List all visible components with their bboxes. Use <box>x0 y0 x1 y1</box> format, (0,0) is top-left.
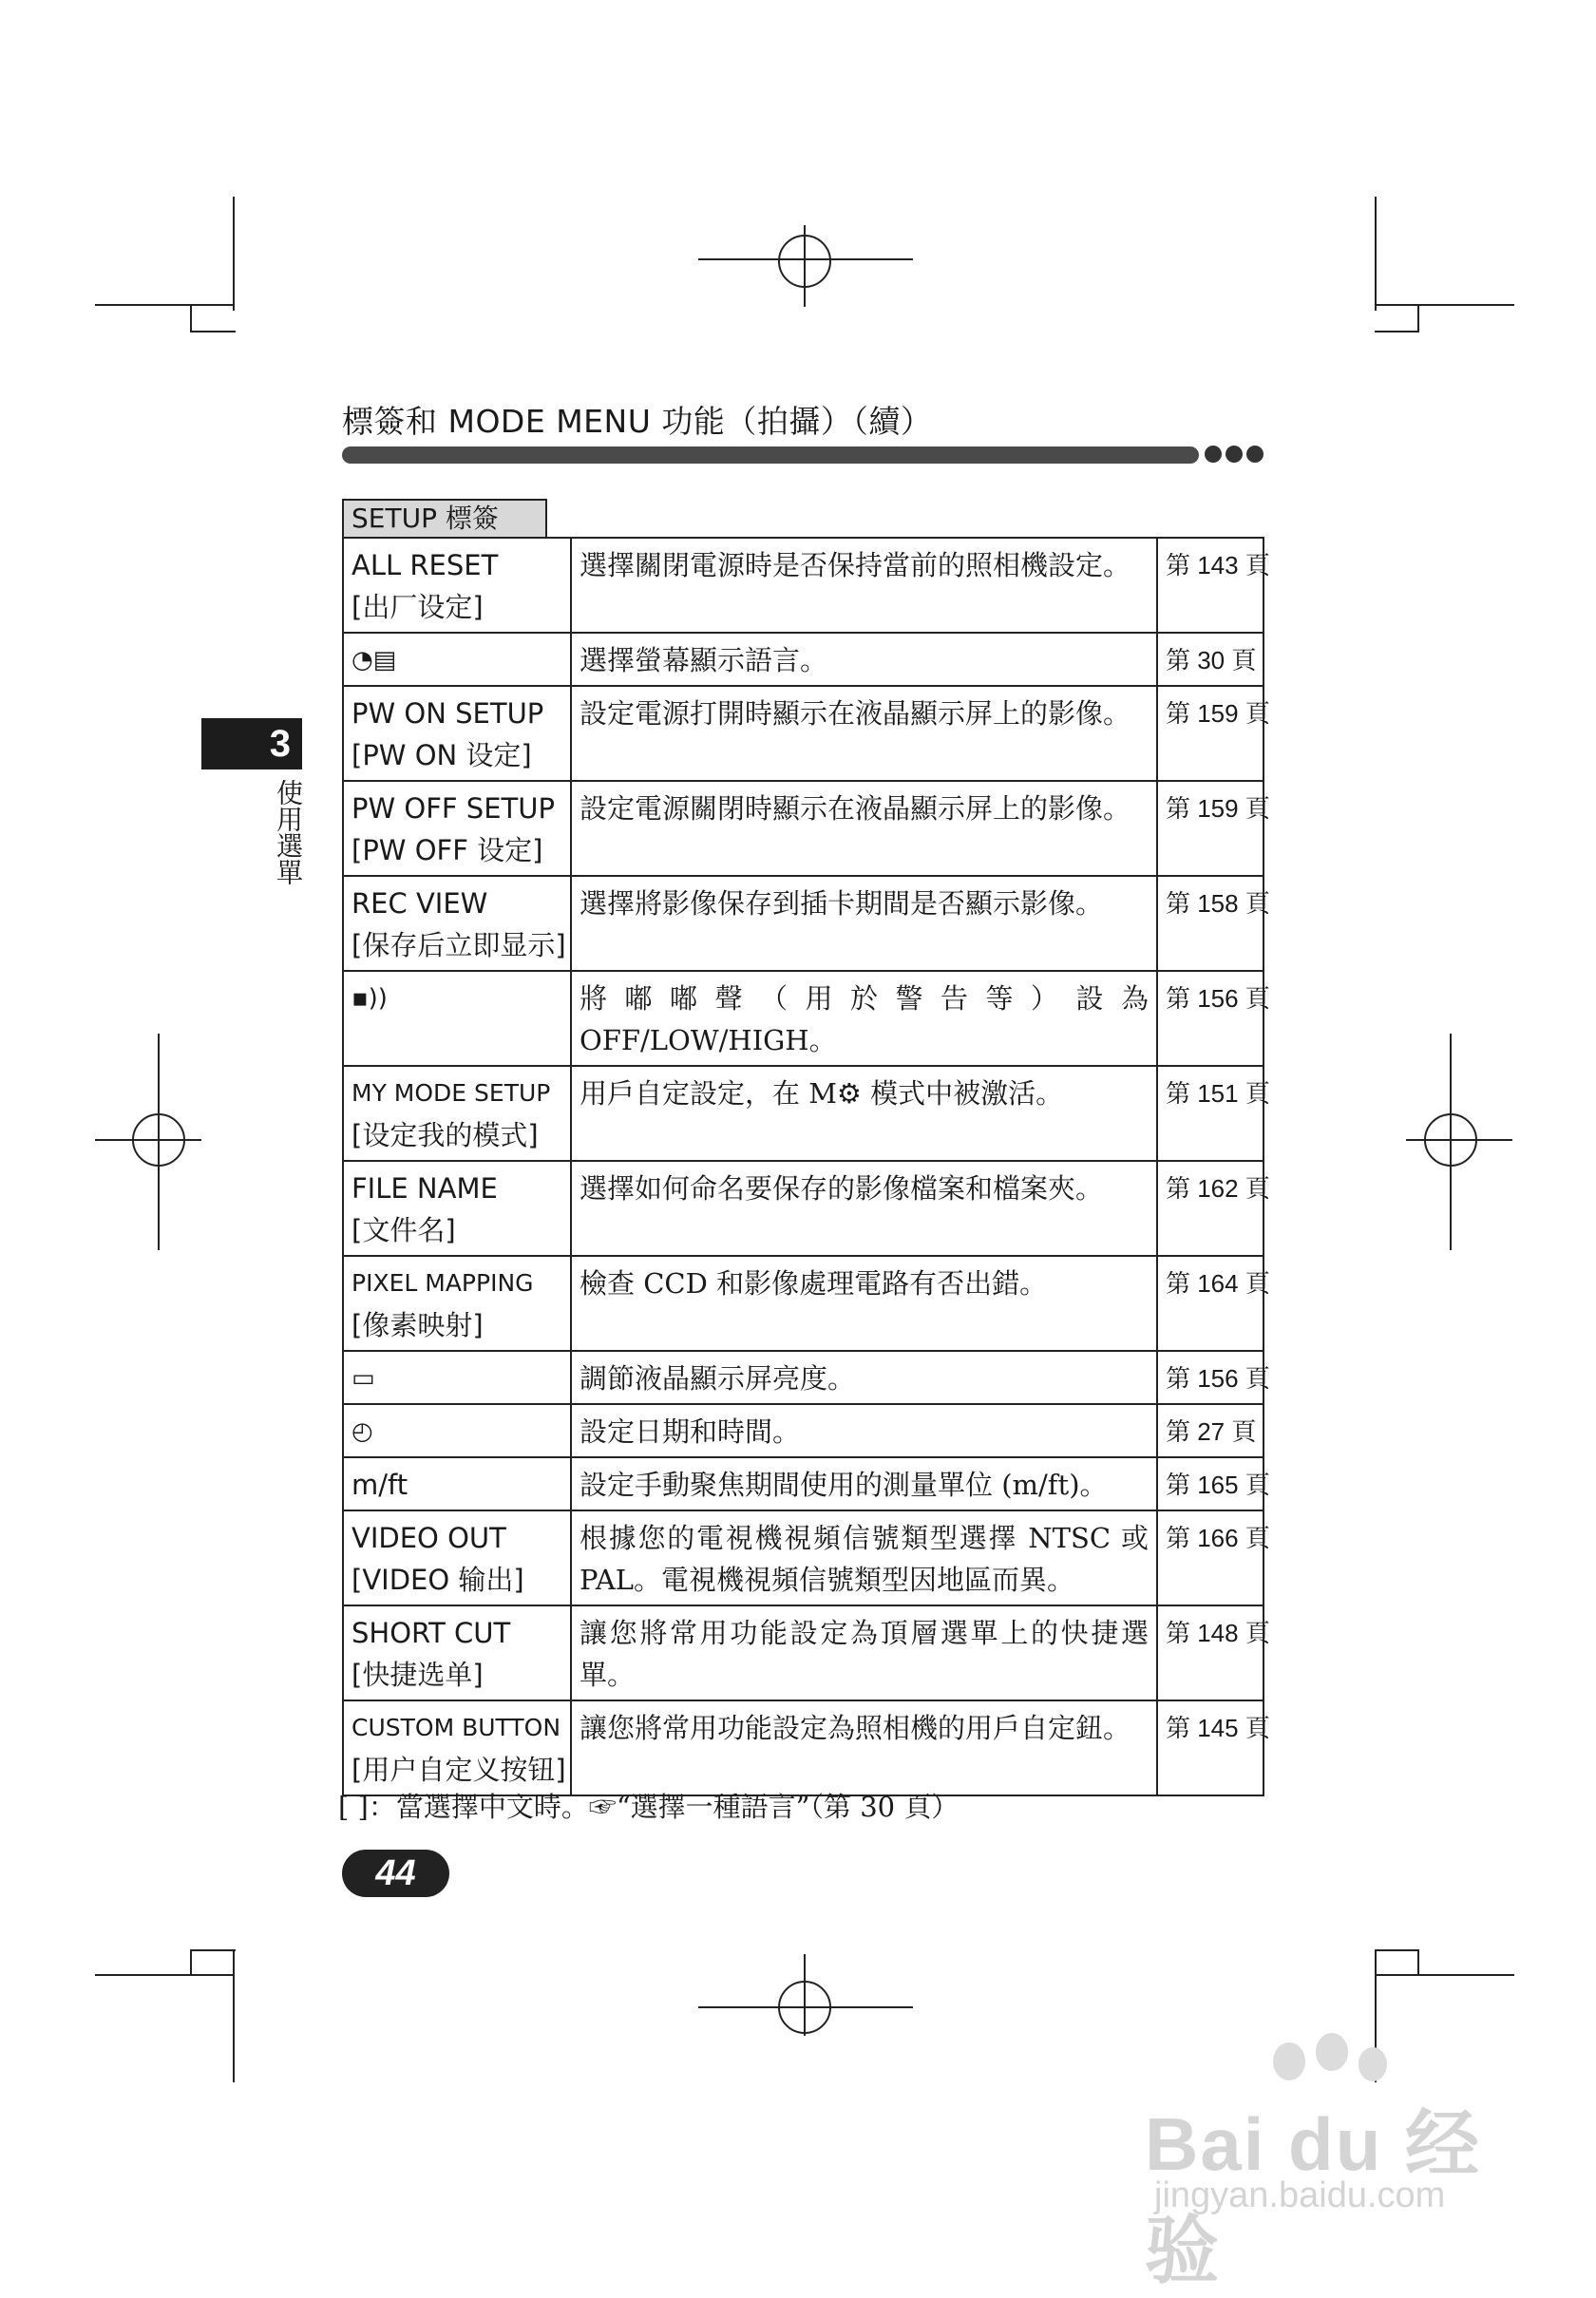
item-name-cn: [保存后立即显示] <box>352 929 566 961</box>
item-description: 將嘟嘟聲（用於警告等）設為 OFF/LOW/HIGH。 <box>571 971 1157 1066</box>
table-row <box>343 1066 1264 1161</box>
item-page-ref: 第 151 頁 <box>1157 1066 1264 1161</box>
item-name: m/ft <box>352 1469 408 1501</box>
beep-icon: ▪)) <box>352 984 388 1013</box>
table-row <box>343 1404 1264 1457</box>
table-row <box>343 1256 1264 1351</box>
item-name: PIXEL MAPPING <box>352 1269 534 1297</box>
table-row <box>343 633 1264 686</box>
item-description: 設定手動聚焦期間使用的測量單位 (m/ft)。 <box>571 1457 1157 1510</box>
item-description: 讓您將常用功能設定為照相機的用戶自定鈕。 <box>571 1700 1157 1795</box>
table-row <box>343 1510 1264 1605</box>
language-icon: ◔▤ <box>352 646 397 674</box>
item-name-cn: [像素映射] <box>352 1309 484 1341</box>
item-name-cell <box>343 633 571 686</box>
item-name-cell <box>343 876 571 971</box>
item-name-cell <box>343 1457 571 1510</box>
item-name: PW OFF SETUP <box>352 792 555 825</box>
watermark-main: Bai du 经验 <box>1145 2102 1482 2292</box>
item-name: MY MODE SETUP <box>352 1079 551 1107</box>
table-row <box>343 1161 1264 1256</box>
table-row <box>343 1457 1264 1510</box>
item-description: 檢查 CCD 和影像處理電路有否出錯。 <box>571 1256 1157 1351</box>
item-page-ref: 第 145 頁 <box>1157 1700 1264 1795</box>
header-rule <box>342 446 1199 464</box>
item-page-ref: 第 30 頁 <box>1157 633 1264 686</box>
item-page-ref: 第 148 頁 <box>1157 1605 1264 1700</box>
header-dot <box>1205 446 1222 463</box>
table-row <box>343 876 1264 971</box>
item-page-ref: 第 158 頁 <box>1157 876 1264 971</box>
item-name: REC VIEW <box>352 887 488 920</box>
item-name: SHORT CUT <box>352 1617 511 1649</box>
item-name-cell <box>343 1161 571 1256</box>
clock-icon: ◴ <box>352 1417 373 1446</box>
item-page-ref: 第 166 頁 <box>1157 1510 1264 1605</box>
item-name-cn: [出厂设定] <box>352 591 484 623</box>
table-row <box>343 971 1264 1066</box>
setup-table <box>342 537 1270 1796</box>
item-page-ref: 第 164 頁 <box>1157 1256 1264 1351</box>
item-page-ref: 第 159 頁 <box>1157 781 1264 876</box>
item-name: FILE NAME <box>352 1172 498 1205</box>
item-name-cn: [PW ON 设定] <box>352 739 532 771</box>
item-page-ref: 第 162 頁 <box>1157 1161 1264 1256</box>
item-name: CUSTOM BUTTON <box>352 1714 561 1741</box>
item-name-cell <box>343 781 571 876</box>
page-title: 標簽和 MODE MENU 功能（拍攝）（續） <box>342 403 933 440</box>
item-name: VIDEO OUT <box>352 1522 506 1554</box>
header-dot <box>1246 446 1264 463</box>
item-name-cn: [PW OFF 设定] <box>352 834 543 866</box>
item-name-cell <box>343 1351 571 1404</box>
item-page-ref: 第 27 頁 <box>1157 1404 1264 1457</box>
item-description: 調節液晶顯示屏亮度。 <box>571 1351 1157 1404</box>
item-page-ref: 第 143 頁 <box>1157 538 1264 633</box>
footnote: [ ]：當選擇中文時。☞“選擇一種語言”（第 30 頁） <box>338 1791 960 1823</box>
item-page-ref: 第 156 頁 <box>1157 1351 1264 1404</box>
item-description: 根據您的電視機視頻信號類型選擇 NTSC 或 PAL。電視機視頻信號類型因地區而異。 <box>571 1510 1157 1605</box>
item-page-ref: 第 156 頁 <box>1157 971 1264 1066</box>
item-name-cn: [文件名] <box>352 1214 456 1246</box>
item-description: 選擇將影像保存到插卡期間是否顯示影像。 <box>571 876 1157 971</box>
item-name-cn: [设定我的模式] <box>352 1119 539 1151</box>
item-name: PW ON SETUP <box>352 697 544 730</box>
item-name-cell <box>343 1256 571 1351</box>
setup-tab-label: SETUP 標簽 <box>342 499 547 539</box>
item-name-cn: [用户自定义按钮] <box>352 1754 566 1786</box>
table-row <box>343 1700 1264 1795</box>
item-name-cell <box>343 971 571 1066</box>
header-dot <box>1226 446 1243 463</box>
table-row <box>343 686 1264 781</box>
page-number: 44 <box>342 1850 449 1897</box>
chapter-title: 使用選單 <box>273 779 304 885</box>
item-name-cell <box>343 1700 571 1795</box>
item-page-ref: 第 159 頁 <box>1157 686 1264 781</box>
item-name-cn: [快捷选单] <box>352 1659 484 1691</box>
item-description: 設定電源打開時顯示在液晶顯示屏上的影像。 <box>571 686 1157 781</box>
item-name-cn: [VIDEO 输出] <box>352 1564 524 1596</box>
item-name-cell <box>343 538 571 633</box>
item-description: 選擇關閉電源時是否保持當前的照相機設定。 <box>571 538 1157 633</box>
monitor-brightness-icon: ▭ <box>352 1364 375 1393</box>
item-page-ref: 第 165 頁 <box>1157 1457 1264 1510</box>
item-name-cell <box>343 1404 571 1457</box>
chapter-number: 3 <box>201 718 302 769</box>
item-name-cell <box>343 1066 571 1161</box>
table-row <box>343 781 1264 876</box>
table-row <box>343 1605 1264 1700</box>
item-name-cell <box>343 686 571 781</box>
watermark-logo <box>1135 2042 1534 2292</box>
item-description: 設定電源關閉時顯示在液晶顯示屏上的影像。 <box>571 781 1157 876</box>
table-row <box>343 538 1264 633</box>
item-description: 選擇螢幕顯示語言。 <box>571 633 1157 686</box>
item-description: 用戶自定設定，在 M⚙ 模式中被激活。 <box>571 1066 1157 1161</box>
item-name-cell <box>343 1605 571 1700</box>
watermark-sub: jingyan.baidu.com <box>1154 2175 1446 2215</box>
item-description: 設定日期和時間。 <box>571 1404 1157 1457</box>
item-name: ALL RESET <box>352 549 499 581</box>
item-name-cell <box>343 1510 571 1605</box>
item-description: 讓您將常用功能設定為頂層選單上的快捷選單。 <box>571 1605 1157 1700</box>
table-row <box>343 1351 1264 1404</box>
item-description: 選擇如何命名要保存的影像檔案和檔案夾。 <box>571 1161 1157 1256</box>
